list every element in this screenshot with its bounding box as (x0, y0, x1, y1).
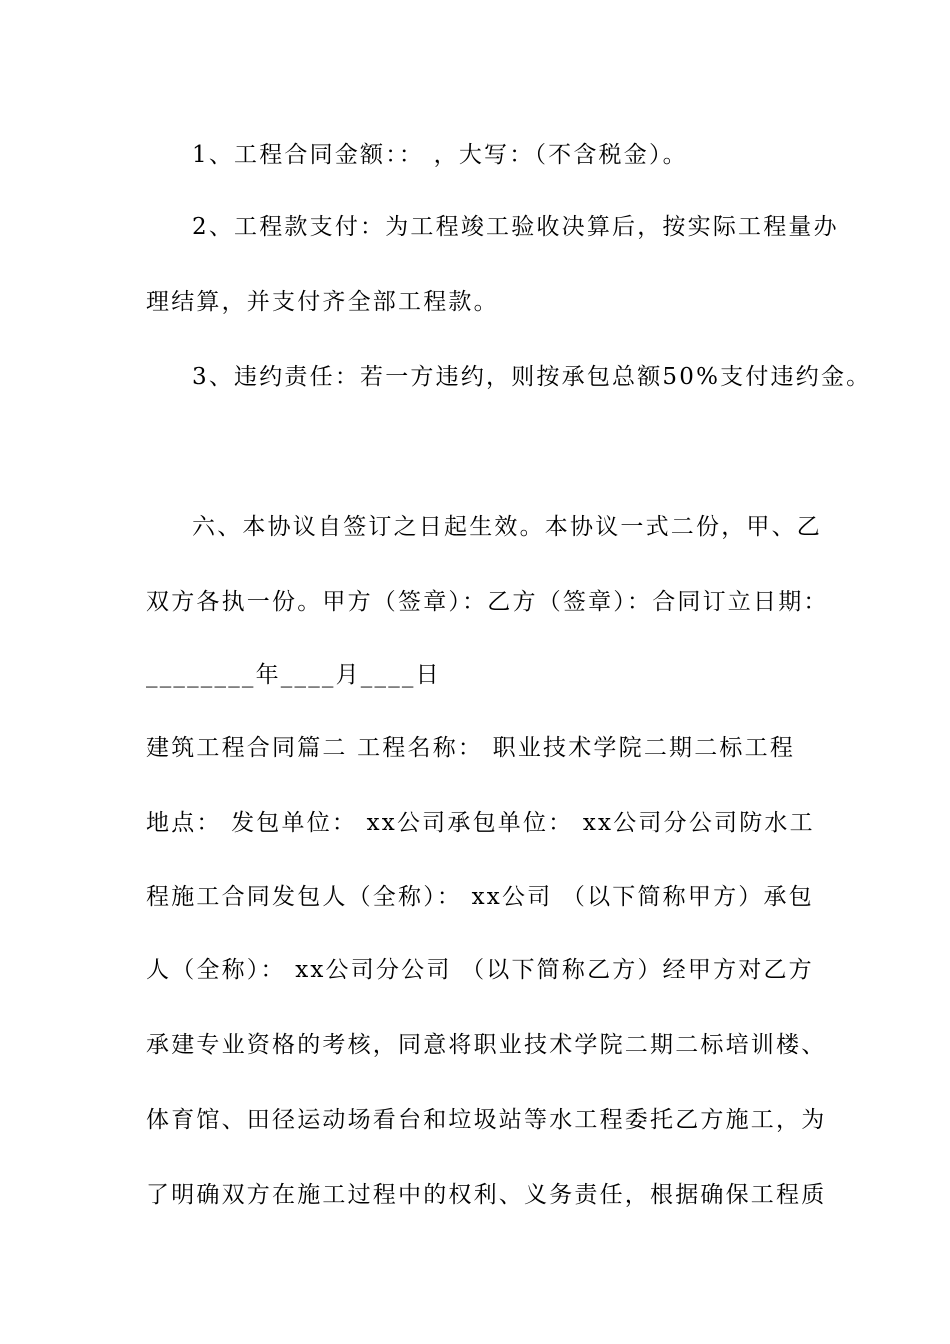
section-2-line-2: 地点： 发包单位： xx公司承包单位： xx公司分公司防水工 (146, 810, 815, 836)
section-2-line-4: 人（全称）： xx公司分公司 （以下简称乙方）经甲方对乙方 (146, 957, 814, 983)
paragraph-breach-liability: 3、违约责任：若一方违约，则按承包总额50%支付违约金。 (192, 364, 872, 390)
section-2-line-1: 建筑工程合同篇二 工程名称： 职业技术学院二期二标工程 (146, 735, 796, 761)
signing-date-line: ________年____月____日 (146, 662, 441, 688)
section-2-line-5: 承建专业资格的考核，同意将职业技术学院二期二标培训楼、 (146, 1032, 827, 1058)
paragraph-payment-line-2: 理结算，并支付齐全部工程款。 (146, 289, 499, 315)
section-2-line-3: 程施工合同发包人（全称）： xx公司 （以下简称甲方）承包 (146, 884, 814, 910)
paragraph-effective-line-1: 六、本协议自签订之日起生效。本协议一式二份，甲、乙 (192, 514, 822, 540)
paragraph-payment-line-1: 2、工程款支付：为工程竣工验收决算后，按实际工程量办 (192, 214, 839, 240)
section-2-line-6: 体育馆、田径运动场看台和垃圾站等水工程委托乙方施工，为 (146, 1107, 827, 1133)
paragraph-effective-line-2: 双方各执一份。甲方（签章）：乙方（签章）：合同订立日期： (146, 589, 829, 615)
section-2-line-7: 了明确双方在施工过程中的权利、义务责任，根据确保工程质 (146, 1182, 827, 1208)
paragraph-contract-amount: 1、工程合同金额：： ，大写：（不含税金）。 (192, 142, 688, 168)
